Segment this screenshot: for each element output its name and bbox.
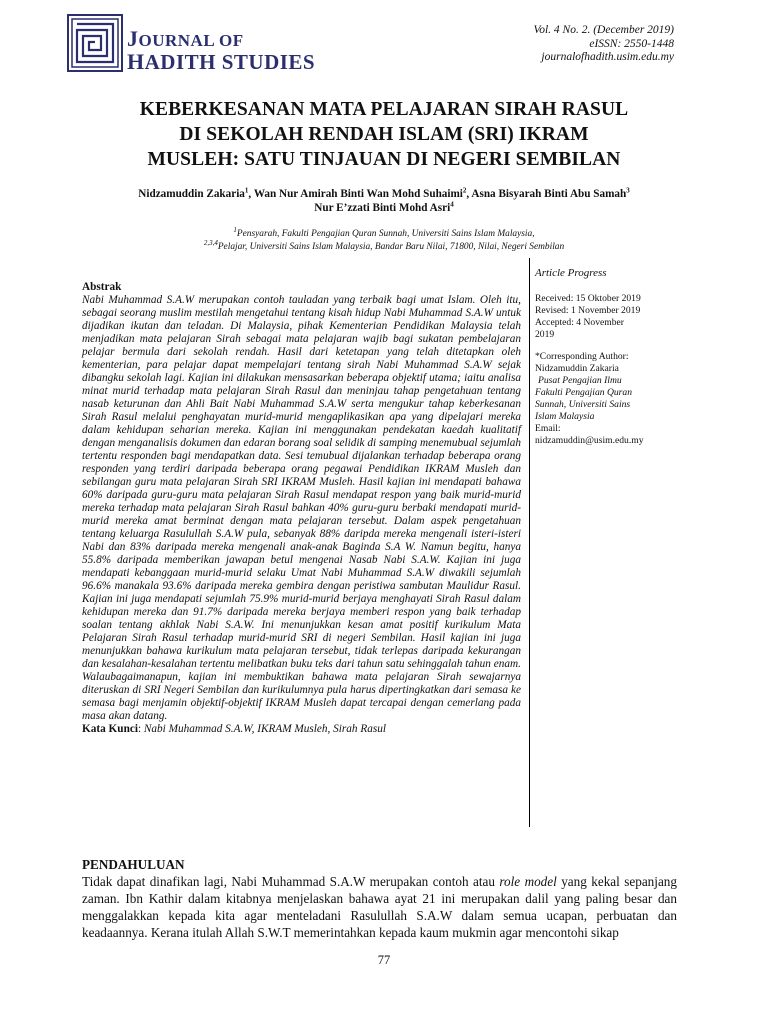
accepted-date: Accepted: 4 November: [535, 317, 624, 328]
column-divider: [529, 258, 530, 827]
introduction-section: [82, 856, 677, 941]
title-line: MUSLEH: SATU TINJAUAN DI NEGERI SEMBILAN: [147, 149, 621, 170]
journal-name-rest: OURNAL OF: [138, 31, 244, 50]
introduction-body: [82, 873, 677, 941]
introduction-heading: PENDAHULUAN: [82, 857, 185, 872]
journal-emblem-icon: [67, 14, 123, 72]
article-progress-heading: Article Progress: [535, 267, 607, 279]
corresponding-author-name: Nidzamuddin Zakaria: [535, 363, 619, 374]
author-sup: 2: [462, 186, 467, 195]
introduction-emphasis: role model: [499, 874, 557, 889]
author-sup: 3: [626, 186, 630, 195]
journal-name: [127, 28, 315, 73]
introduction-text: Tidak dapat dinafikan lagi, Nabi Muhammad S.A.W merupakan contoh atau: [82, 874, 500, 889]
abstract-heading: Abstrak: [82, 281, 122, 293]
affiliation-line: Islam Malaysia: [535, 411, 595, 422]
keywords-label: Kata Kunci: [82, 723, 138, 735]
affiliation-sup: 2,3,4: [203, 238, 218, 247]
page-number: 77: [377, 953, 391, 967]
journal-logo: [67, 14, 337, 76]
affiliation-line: Fakulti Pengajian Quran: [535, 387, 632, 398]
journal-meta: [533, 24, 674, 65]
journal-name-rest-2: ADITH STUDIES: [144, 50, 316, 74]
title-line: KEBERKESANAN MATA PELAJARAN SIRAH RASUL: [139, 99, 629, 120]
affiliation-text: Pensyarah, Fakulti Pengajian Quran Sunnah, Universiti Sains Islam Malaysia,: [236, 229, 535, 239]
journal-volume: Vol. 4 No. 2. (December 2019): [533, 24, 674, 36]
article-info-sidebar: [535, 267, 680, 447]
author-list: Nidzamuddin Zakaria$^1$, Wan Nur Amirah Binti Wan Mohd Suhaimi$^2$, Asna Bisyarah Binti Abu Samah$^3$ Nur E’zzati Binti Mohd Asri$^4$: [138, 186, 630, 214]
journal-eissn: eISSN: 2550-1448: [589, 37, 674, 50]
keywords: Kata Kunci: Nabi Muhammad S.A.W, IKRAM Musleh, Sirah Rasul: [82, 723, 386, 735]
accepted-date-year: 2019: [535, 329, 555, 340]
author-sup: 4: [450, 200, 454, 209]
keywords-text: Nabi Muhammad S.A.W, IKRAM Musleh, Sirah Rasul: [143, 723, 386, 735]
journal-name-initial-2: H: [127, 49, 145, 74]
corresponding-author-label: *Corresponding Author:: [535, 351, 629, 362]
author-name: Wan Nur Amirah Binti Wan Mohd Suhaimi: [253, 188, 463, 200]
author-name: Nur E’zzati Binti Mohd Asri: [314, 202, 451, 214]
abstract-section: [82, 281, 521, 736]
author-name: Nidzamuddin Zakaria: [138, 188, 245, 200]
title-line: DI SEKOLAH RENDAH ISLAM (SRI) IKRAM: [179, 124, 589, 145]
corresponding-author-affiliation: [535, 375, 680, 423]
author-name: Asna Bisyarah Binti Abu Samah: [471, 188, 627, 200]
affiliations: [80, 225, 688, 254]
article-title: [80, 97, 688, 172]
received-date: Received: 15 Oktober 2019: [535, 293, 641, 304]
journal-website[interactable]: journalofhadith.usim.edu.my: [541, 51, 674, 63]
author-sup: 1: [244, 186, 249, 195]
revised-date: Revised: 1 November 2019: [535, 305, 641, 316]
abstract-body: Nabi Muhammad S.A.W merupakan contoh tauladan yang terbaik bagi umat Islam. Oleh itu, sebagai seorang muslim mestilah mengetahui tentang kisah hidup Nabi Muhammad S.A.W untuk dijadikan ikutan dan teladan. Di Malaysia, pihak Kementerian Pendidikan Malaysia telah menjadikan mata pelajaran Sirah sebagai mata pelajaran wajib bagi sukatan pembelajaran pelajar bermula dari sekolah rendah. Hasil dari ketetapan yang telah ditetapkan oleh kementerian, para pelajar dapat mempelajari tentang sirah Nabi Muhammad S.A.W sejak dibangku sekolah lagi. Kajian ini dilakukan mensasarkan beberapa objektif utama; iaitu analisa minat murid terhadap mata pelajaran Sirah Rasul dan meninjau tahap pengetahuan tentang nasab keturunan dan Ahli Bait Nabi Muhammad S.A.W serta mengukur tahap keberkesanan Sirah Rasul melalui penghayatan murid-murid mengaplikasikan apa yang dipelajari mereka dalam kehidupan seharian mereka. Kajian ini menggunakan pendekatan kaedah kualitatif dengan menganalisis dokumen dan edaran borang soal selidik di samping menemubual sejumlah tertentu responden bagi mendapatkan data. Sesi temubual dijalankan terhadap beberapa orang responden yang terdiri daripada beberapa orang pegawai Pendidikan IKRAM Musleh dan sebilangan guru mata pelajaran Sirah SRI IKRAM Musleh. Hasil kajian ini mendapati bahawa 60% daripada guru-guru mata pelajaran Sirah Rasul mendapat respon yang baik murid-murid mereka terhadap mata pelajaran Sirah Rasul bahkan 40% guru-guru berbaki mendapati murid-murid mereka amat berminat dengan mata pelajaran tersebut. Dalam aspek pengetahuan tentang keluarga Rasulullah S.A.W pula, sebanyak 88% daripda mereka mengenali isteri-isteri Nabi dan 83% daripada mereka mengenali anak-anak Baginda S.A W. Namun begitu, hanya 55.8% daripada memberikan jawapan betul mengenai Nasab Nabi S.A.W. Kajian ini juga mendapati kebanggaan murid-murid selaku Umat Nabi Muhammad S.A.W diwakili sejumlah 96.6% manakala 93.6% daripada mereka gembira dengan peristiwa sambutan Maulidur Rasul. Kajian ini juga mendapati sejumlah 75.9% murid-murid berjaya menghayati Sirah Rasul dalam kehidupan mereka dan 91.7% daripada mereka berjaya memberi respon yang baik terhadap soalan tentang akhlak Nabi S.A.W. Ini menunjukkan kesan amat positif kurikulum Mata Pelajaran Sirah Rasul terhadap murid-murid SRI di negeri Sembilan. Hasil kajian ini juga menunjukkan bahawa kurikulum mata pelajaran tersebut, tidak terlepas daripada kekurangan dan kesalahan-kesalahan tertentu melibatkan buku teks dari tahun satu sehinggalah tahun enam. Walaubagaimanapun, kajian ini membuktikan bahawa mata pelajaran Sirah sewajarnya diteruskan di SRI Negeri Sembilan dan kurikulumnya pula harus dipertingkatkan dari semasa ke semasa bagi menjamin objektif-objektif IKRAM Musleh dapat tercapai dengan cemerlang pada masa akan datang.: [82, 294, 521, 722]
email-link[interactable]: nidzamuddin@usim.edu.my: [535, 435, 644, 446]
affiliation-line: Sunnah, Universiti Sains: [535, 399, 631, 410]
affiliation-sup: 1: [233, 225, 237, 234]
affiliation-text: Pelajar, Universiti Sains Islam Malaysia, Bandar Baru Nilai, 71800, Nilai, Negeri Sembilan: [217, 242, 565, 252]
introduction-text: yang kekal sepanjang zaman. Ibn Kathir dalam kitabnya menjelaskan bahawa ayat 21 ini merupakan dalil yang paling besar dan menggalakkan kepada kita agar menteladani Rasulullah S.A.W dalam semua ucapan, perbuatan dan keadaannya. Kerana itulah Allah S.W.T memerintahkan kepada kaum mukmin agar mencontohi sikap: [82, 874, 677, 940]
affiliation-line: Pusat Pengajian Ilmu: [538, 375, 622, 386]
journal-name-initial: J: [127, 26, 139, 51]
email-label: Email:: [535, 423, 561, 434]
